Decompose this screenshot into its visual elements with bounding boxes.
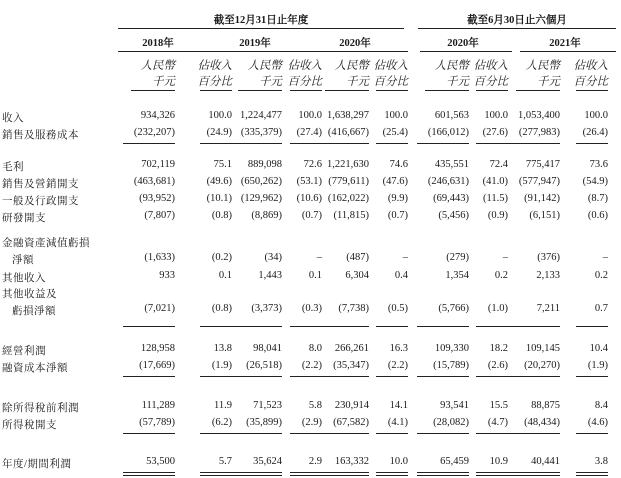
amount-cell: 35,624 xyxy=(253,456,282,467)
amount-cell: 65,459 xyxy=(440,456,469,467)
total-rule xyxy=(123,143,175,144)
percentage-cell: 100.0 xyxy=(584,110,608,121)
percentage-cell: (8.7) xyxy=(587,193,608,204)
percentage-cell: 0.1 xyxy=(308,270,322,281)
percentage-cell: 72.6 xyxy=(303,159,322,170)
total-rule xyxy=(230,433,282,434)
percentage-cell: 5.8 xyxy=(308,400,322,411)
total-rule xyxy=(376,376,408,377)
amount-cell: (162,022) xyxy=(327,193,369,204)
amount-cell: (20,270) xyxy=(524,360,560,371)
amount-cell: (26,518) xyxy=(246,360,282,371)
percentage-cell: (2.2) xyxy=(301,360,322,371)
percentage-cell: 8.0 xyxy=(308,343,322,354)
amount-cell: 109,330 xyxy=(434,343,469,354)
percentage-cell: (53.1) xyxy=(296,176,322,187)
amount-cell: (232,207) xyxy=(133,127,175,138)
pct-revenue-subheader: 百分比 xyxy=(197,76,232,88)
pct-revenue-header: 佔收入 xyxy=(473,60,508,72)
period-header: 2020年 xyxy=(339,38,371,49)
amount-cell: 128,958 xyxy=(140,343,175,354)
row-label: 其他收入 xyxy=(2,273,46,284)
amount-cell: (35,899) xyxy=(246,417,282,428)
subheader-rule xyxy=(200,90,232,91)
period-rule xyxy=(420,51,512,52)
amount-cell: 71,523 xyxy=(253,400,282,411)
percentage-cell: (0.5) xyxy=(387,303,408,314)
amount-cell: 40,441 xyxy=(531,456,560,467)
amount-cell: (34) xyxy=(264,252,282,263)
amount-cell: 88,875 xyxy=(531,400,560,411)
percentage-cell: – xyxy=(402,252,408,263)
amount-cell: (69,443) xyxy=(433,193,469,204)
amount-cell: (6,151) xyxy=(529,210,560,221)
percentage-cell: 11.9 xyxy=(214,400,232,411)
percentage-cell: 18.2 xyxy=(489,343,508,354)
percentage-cell: (1.0) xyxy=(487,303,508,314)
period-header: 2021年 xyxy=(549,38,581,49)
amount-cell: (1,633) xyxy=(144,252,175,263)
amount-cell: 109,145 xyxy=(525,343,560,354)
percentage-cell: 8.4 xyxy=(594,400,608,411)
percentage-cell: (24.9) xyxy=(206,127,232,138)
amount-cell: 1,354 xyxy=(445,270,469,281)
total-rule xyxy=(417,326,469,327)
amount-cell: 1,224,477 xyxy=(240,110,282,121)
total-rule xyxy=(317,143,369,144)
rmb-unit-subheader: 千元 xyxy=(537,76,560,88)
total-rule xyxy=(376,143,408,144)
total-rule xyxy=(476,376,508,377)
subheader-rule xyxy=(516,90,560,91)
pct-revenue-subheader: 百分比 xyxy=(473,76,508,88)
amount-cell: 53,500 xyxy=(146,456,175,467)
rmb-unit-subheader: 千元 xyxy=(259,76,282,88)
total-rule xyxy=(476,326,508,327)
total-rule xyxy=(508,326,560,327)
row-label: 融資成本淨額 xyxy=(2,363,68,374)
amount-cell: 601,563 xyxy=(434,110,469,121)
row-label: 所得稅開支 xyxy=(2,420,57,431)
percentage-cell: (0.6) xyxy=(587,210,608,221)
amount-cell: (279) xyxy=(446,252,469,263)
percentage-cell: 5.7 xyxy=(218,456,232,467)
total-rule xyxy=(476,143,508,144)
amount-cell: (463,681) xyxy=(133,176,175,187)
six-month-group-header: 截至6月30日止六個月 xyxy=(467,15,567,26)
total-rule xyxy=(200,472,232,473)
amount-cell: 1,638,297 xyxy=(327,110,369,121)
full-year-group-rule xyxy=(118,28,404,29)
total-rule xyxy=(376,472,408,473)
amount-cell: (35,347) xyxy=(333,360,369,371)
total-rule xyxy=(376,433,408,434)
amount-cell: 934,326 xyxy=(140,110,175,121)
subheader-rule xyxy=(425,90,469,91)
subheader-rule xyxy=(376,90,408,91)
amount-cell: (650,262) xyxy=(240,176,282,187)
percentage-cell: 16.3 xyxy=(389,343,408,354)
percentage-cell: (25.4) xyxy=(382,127,408,138)
row-label-continuation: 虧損淨額 xyxy=(12,306,56,317)
total-rule xyxy=(508,143,560,144)
total-rule xyxy=(230,376,282,377)
percentage-cell: – xyxy=(602,252,608,263)
total-rule xyxy=(508,433,560,434)
total-rule xyxy=(576,475,608,476)
percentage-cell: (47.6) xyxy=(382,176,408,187)
amount-cell: (7,807) xyxy=(144,210,175,221)
percentage-cell: (11.5) xyxy=(483,193,508,204)
subheader-rule xyxy=(238,90,282,91)
row-label: 經營利潤 xyxy=(2,346,46,357)
amount-cell: (577,947) xyxy=(518,176,560,187)
percentage-cell: 14.1 xyxy=(389,400,408,411)
percentage-cell: (6.2) xyxy=(211,417,232,428)
total-rule xyxy=(508,376,560,377)
percentage-cell: (9.9) xyxy=(387,193,408,204)
amount-cell: 775,417 xyxy=(525,159,560,170)
pct-revenue-subheader: 百分比 xyxy=(373,76,408,88)
amount-cell: 266,261 xyxy=(334,343,369,354)
total-rule xyxy=(317,376,369,377)
total-rule xyxy=(230,472,282,473)
pct-revenue-header: 佔收入 xyxy=(197,60,232,72)
total-rule xyxy=(317,475,369,476)
percentage-cell: 100.0 xyxy=(384,110,408,121)
amount-cell: (17,669) xyxy=(139,360,175,371)
amount-cell: (277,983) xyxy=(518,127,560,138)
percentage-cell: 10.4 xyxy=(589,343,608,354)
percentage-cell: (1.9) xyxy=(211,360,232,371)
total-rule xyxy=(317,472,369,473)
amount-cell: (7,738) xyxy=(338,303,369,314)
total-rule xyxy=(200,143,232,144)
amount-cell: (7,021) xyxy=(144,303,175,314)
total-rule xyxy=(508,475,560,476)
amount-cell: 1,443 xyxy=(258,270,282,281)
rmb-unit-header: 人民幣 xyxy=(525,60,560,72)
percentage-cell: 0.2 xyxy=(594,270,608,281)
percentage-cell: (26.4) xyxy=(582,127,608,138)
rmb-unit-subheader: 千元 xyxy=(152,76,175,88)
percentage-cell: 2.9 xyxy=(308,456,322,467)
total-rule xyxy=(123,433,175,434)
total-rule xyxy=(576,326,608,327)
percentage-cell: (0.8) xyxy=(211,303,232,314)
total-rule xyxy=(476,475,508,476)
full-year-group-header: 截至12月31日止年度 xyxy=(213,15,309,26)
percentage-cell: (10.6) xyxy=(296,193,322,204)
percentage-cell: (0.9) xyxy=(487,210,508,221)
percentage-cell: 3.8 xyxy=(594,456,608,467)
row-label: 銷售及服務成本 xyxy=(2,130,79,141)
amount-cell: (57,789) xyxy=(139,417,175,428)
row-label: 一般及行政開支 xyxy=(2,196,79,207)
percentage-cell: 100.0 xyxy=(208,110,232,121)
period-header: 2020年 xyxy=(447,38,479,49)
total-rule xyxy=(230,143,282,144)
amount-cell: 1,221,630 xyxy=(327,159,369,170)
percentage-cell: (49.6) xyxy=(206,176,232,187)
total-rule xyxy=(576,143,608,144)
six-month-group-rule xyxy=(418,28,616,29)
total-rule xyxy=(200,326,232,327)
percentage-cell: 73.6 xyxy=(589,159,608,170)
percentage-cell: (4.7) xyxy=(487,417,508,428)
amount-cell: (91,142) xyxy=(524,193,560,204)
subheader-rule xyxy=(131,90,175,91)
subheader-rule xyxy=(325,90,369,91)
amount-cell: (5,766) xyxy=(438,303,469,314)
amount-cell: 93,541 xyxy=(440,400,469,411)
amount-cell: (376) xyxy=(537,252,560,263)
total-rule xyxy=(200,475,232,476)
row-label: 銷售及營銷開支 xyxy=(2,179,79,190)
total-rule xyxy=(417,143,469,144)
amount-cell: (48,434) xyxy=(524,417,560,428)
total-rule xyxy=(417,433,469,434)
percentage-cell: (4.6) xyxy=(587,417,608,428)
percentage-cell: – xyxy=(502,252,508,263)
amount-cell: 435,551 xyxy=(434,159,469,170)
amount-cell: (15,789) xyxy=(433,360,469,371)
percentage-cell: (0.8) xyxy=(211,210,232,221)
total-rule xyxy=(123,326,175,327)
amount-cell: (11,815) xyxy=(333,210,369,221)
total-rule xyxy=(317,433,369,434)
amount-cell: (487) xyxy=(346,252,369,263)
total-rule xyxy=(376,475,408,476)
row-label: 除所得稅前利潤 xyxy=(2,403,79,414)
percentage-cell: (2.9) xyxy=(301,417,322,428)
amount-cell: (67,582) xyxy=(333,417,369,428)
percentage-cell: (0.7) xyxy=(387,210,408,221)
row-label: 金融資產減值虧損 xyxy=(2,238,90,249)
amount-cell: (335,379) xyxy=(240,127,282,138)
period-rule xyxy=(312,51,408,52)
amount-cell: (416,667) xyxy=(327,127,369,138)
total-rule xyxy=(123,475,175,476)
amount-cell: (5,456) xyxy=(438,210,469,221)
pct-revenue-header: 佔收入 xyxy=(373,60,408,72)
row-label: 年度/期間利潤 xyxy=(2,459,72,470)
percentage-cell: 0.7 xyxy=(594,303,608,314)
amount-cell: 98,041 xyxy=(253,343,282,354)
percentage-cell: (2.6) xyxy=(487,360,508,371)
amount-cell: 111,289 xyxy=(141,400,175,411)
total-rule xyxy=(200,376,232,377)
period-rule xyxy=(520,51,616,52)
percentage-cell: (27.4) xyxy=(296,127,322,138)
percentage-cell: (1.9) xyxy=(587,360,608,371)
pct-revenue-header: 佔收入 xyxy=(573,60,608,72)
percentage-cell: (0.3) xyxy=(301,303,322,314)
period-header: 2019年 xyxy=(239,38,271,49)
total-rule xyxy=(230,326,282,327)
percentage-cell: 10.0 xyxy=(389,456,408,467)
total-rule xyxy=(317,326,369,327)
amount-cell: (93,952) xyxy=(139,193,175,204)
period-rule xyxy=(212,51,312,52)
percentage-cell: 100.0 xyxy=(298,110,322,121)
total-rule xyxy=(476,433,508,434)
percentage-cell: 0.4 xyxy=(394,270,408,281)
total-rule xyxy=(417,472,469,473)
amount-cell: (8,869) xyxy=(251,210,282,221)
percentage-cell: 100.0 xyxy=(484,110,508,121)
amount-cell: 889,098 xyxy=(247,159,282,170)
percentage-cell: 10.9 xyxy=(489,456,508,467)
total-rule xyxy=(230,475,282,476)
percentage-cell: (2.2) xyxy=(387,360,408,371)
row-label: 毛利 xyxy=(2,162,24,173)
rmb-unit-header: 人民幣 xyxy=(247,60,282,72)
row-label: 研發開支 xyxy=(2,213,46,224)
subheader-rule xyxy=(290,90,322,91)
percentage-cell: (4.1) xyxy=(387,417,408,428)
total-rule xyxy=(200,433,232,434)
total-rule xyxy=(417,475,469,476)
amount-cell: (129,962) xyxy=(240,193,282,204)
subheader-rule xyxy=(476,90,508,91)
percentage-cell: 74.6 xyxy=(389,159,408,170)
total-rule xyxy=(123,376,175,377)
rmb-unit-header: 人民幣 xyxy=(334,60,369,72)
pct-revenue-subheader: 百分比 xyxy=(573,76,608,88)
percentage-cell: (27.6) xyxy=(482,127,508,138)
amount-cell: 702,119 xyxy=(141,159,175,170)
percentage-cell: (0.2) xyxy=(211,252,232,263)
percentage-cell: 72.4 xyxy=(489,159,508,170)
amount-cell: (246,631) xyxy=(427,176,469,187)
percentage-cell: 15.5 xyxy=(489,400,508,411)
percentage-cell: 13.8 xyxy=(213,343,232,354)
period-header: 2018年 xyxy=(142,38,174,49)
total-rule xyxy=(376,326,408,327)
amount-cell: 6,304 xyxy=(345,270,369,281)
total-rule xyxy=(576,433,608,434)
amount-cell: 7,211 xyxy=(536,303,560,314)
percentage-cell: (10.1) xyxy=(206,193,232,204)
amount-cell: 230,914 xyxy=(334,400,369,411)
percentage-cell: (41.0) xyxy=(482,176,508,187)
percentage-cell: (54.9) xyxy=(582,176,608,187)
amount-cell: (3,373) xyxy=(251,303,282,314)
percentage-cell: 75.1 xyxy=(213,159,232,170)
subheader-rule xyxy=(576,90,608,91)
row-label: 其他收益及 xyxy=(2,289,57,300)
total-rule xyxy=(576,472,608,473)
rmb-unit-subheader: 千元 xyxy=(446,76,469,88)
percentage-cell: (0.7) xyxy=(301,210,322,221)
amount-cell: (28,082) xyxy=(433,417,469,428)
percentage-cell: 0.2 xyxy=(494,270,508,281)
amount-cell: 1,053,400 xyxy=(518,110,560,121)
pct-revenue-header: 佔收入 xyxy=(287,60,322,72)
rmb-unit-header: 人民幣 xyxy=(140,60,175,72)
row-label-continuation: 淨額 xyxy=(12,255,34,266)
amount-cell: (779,611) xyxy=(328,176,369,187)
total-rule xyxy=(417,376,469,377)
amount-cell: 163,332 xyxy=(334,456,369,467)
total-rule xyxy=(508,472,560,473)
total-rule xyxy=(476,472,508,473)
percentage-cell: 0.1 xyxy=(218,270,232,281)
pct-revenue-subheader: 百分比 xyxy=(287,76,322,88)
row-label: 收入 xyxy=(2,113,24,124)
amount-cell: 933 xyxy=(159,270,175,281)
rmb-unit-header: 人民幣 xyxy=(434,60,469,72)
total-rule xyxy=(576,376,608,377)
amount-cell: 2,133 xyxy=(536,270,560,281)
rmb-unit-subheader: 千元 xyxy=(346,76,369,88)
total-rule xyxy=(123,472,175,473)
amount-cell: (166,012) xyxy=(427,127,469,138)
percentage-cell: – xyxy=(316,252,322,263)
